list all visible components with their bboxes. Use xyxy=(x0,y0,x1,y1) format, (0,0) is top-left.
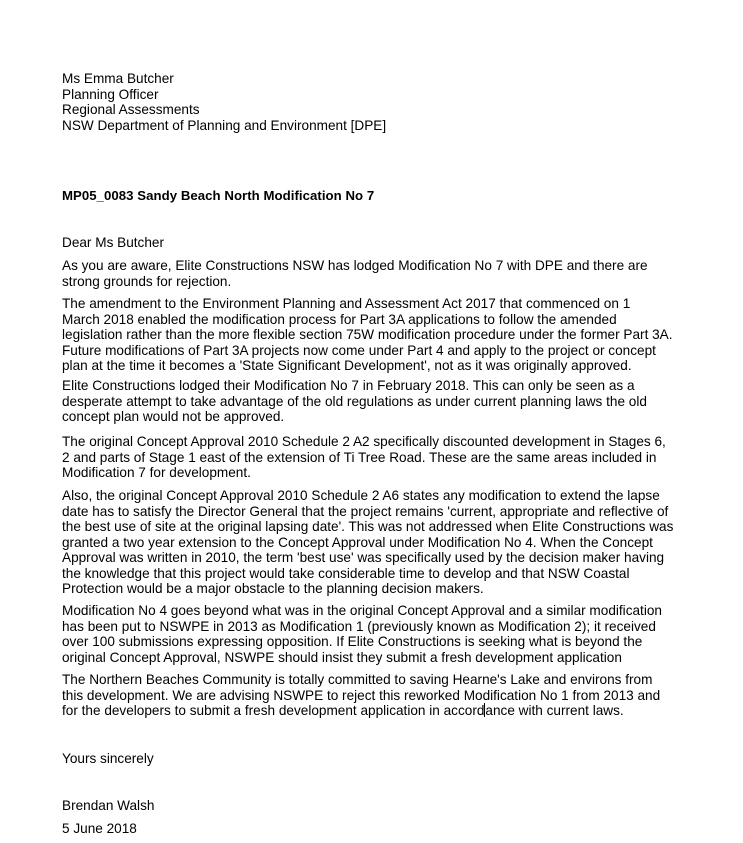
paragraph-line: concept plan would not be approved. xyxy=(62,409,285,424)
line-text-before-cursor: for the developers to submit a fresh development application in accord xyxy=(62,703,485,718)
paragraph-line: desperate attempt to take advantage of the old regulations as under current planning laws the old xyxy=(62,393,647,409)
paragraph-line: date has to satisfy the Director General that the project remains 'current, appropriate and reflective of xyxy=(62,503,669,519)
paragraph-6 xyxy=(62,603,662,665)
paragraph-line: original Concept Approval, NSWPE should insist they submit a fresh development application xyxy=(62,649,622,665)
paragraph-line: Protection would be a major obstacle to the planning decision makers. xyxy=(62,581,484,596)
paragraph-line: has been put to NSWPE in 2013 as Modification 1 (previously known as Modification 2); it received xyxy=(62,618,656,634)
paragraph-4 xyxy=(62,434,666,481)
paragraph-line: the knowledge that this project would take considerable time to develop and that NSW Coastal xyxy=(62,565,630,581)
paragraph-line: this development. We are advising NSWPE to reject this reworked Modification No 1 from 2013 and xyxy=(62,687,661,703)
paragraph-line: March 2018 enabled the modification process for Part 3A applications to follow the amended xyxy=(62,311,617,327)
address-line: Planning Officer xyxy=(62,86,159,102)
paragraph-line: granted a two year extension to the Concept Approval under Modification No 4. When the Concept xyxy=(62,534,653,550)
address-line: Regional Assessments xyxy=(62,102,200,117)
paragraph-line: As you are aware, Elite Constructions NSW has lodged Modification No 7 with DPE and there are xyxy=(62,258,648,273)
paragraph-5 xyxy=(62,488,674,597)
paragraph-line: Modification No 4 goes beyond what was in the original Concept Approval and a similar modification xyxy=(62,603,662,618)
paragraph-line: Approval was written in 2010, the term 'best use' was specifically used by the decision maker having xyxy=(62,550,665,565)
paragraph-line: the best use of site at the original lapsing date'. This was not addressed when Elite Constructions was xyxy=(62,519,674,534)
paragraph-line: over 100 submissions expressing opposition. If Elite Constructions is seeking what is beyond the xyxy=(62,634,643,649)
paragraph-2 xyxy=(62,296,673,374)
paragraph-line-with-cursor xyxy=(62,703,662,719)
paragraph-line: The amendment to the Environment Planning and Assessment Act 2017 that commenced on 1 xyxy=(62,296,631,311)
paragraph-line: plan at the time it becomes a 'State Significant Development', not as it was originally approved. xyxy=(62,358,632,373)
paragraph-line: strong grounds for rejection. xyxy=(62,273,232,289)
subject-heading: MP05_0083 Sandy Beach North Modification No 7 xyxy=(62,188,375,203)
salutation: Dear Ms Butcher xyxy=(62,235,164,250)
paragraph-line: Elite Constructions lodged their Modification No 7 in February 2018. This can only be seen as a xyxy=(62,378,635,393)
paragraph-line: Future modifications of Part 3A projects now come under Part 4 and apply to the project or concept xyxy=(62,342,656,358)
closing: Yours sincerely xyxy=(62,751,154,766)
paragraph-line: legislation rather than the more flexible section 75W modification procedure under the former Part 3A. xyxy=(62,327,673,342)
paragraph-line: The Northern Beaches Community is totally committed to saving Hearne's Lake and environs from xyxy=(62,672,653,687)
paragraph-3 xyxy=(62,378,662,425)
line-text-after-cursor: ance with current laws. xyxy=(485,703,624,718)
paragraph-line: The original Concept Approval 2010 Schedule 2 A2 specifically discounted development in Stages 6, xyxy=(62,434,666,449)
signatory-name: Brendan Walsh xyxy=(62,798,155,813)
address-line: NSW Department of Planning and Environment [DPE] xyxy=(62,117,387,133)
paragraph-line: Also, the original Concept Approval 2010 Schedule 2 A6 states any modification to extend the lapse xyxy=(62,488,660,503)
recipient-address xyxy=(62,71,702,133)
letter-date: 5 June 2018 xyxy=(62,821,137,836)
address-line: Ms Emma Butcher xyxy=(62,71,174,86)
paragraph-1 xyxy=(62,258,662,289)
paragraph-7 xyxy=(62,672,662,719)
paragraph-line: 2 and parts of Stage 1 east of the extension of Ti Tree Road. These are the same areas included in xyxy=(62,449,657,465)
paragraph-line: Modification 7 for development. xyxy=(62,465,251,480)
